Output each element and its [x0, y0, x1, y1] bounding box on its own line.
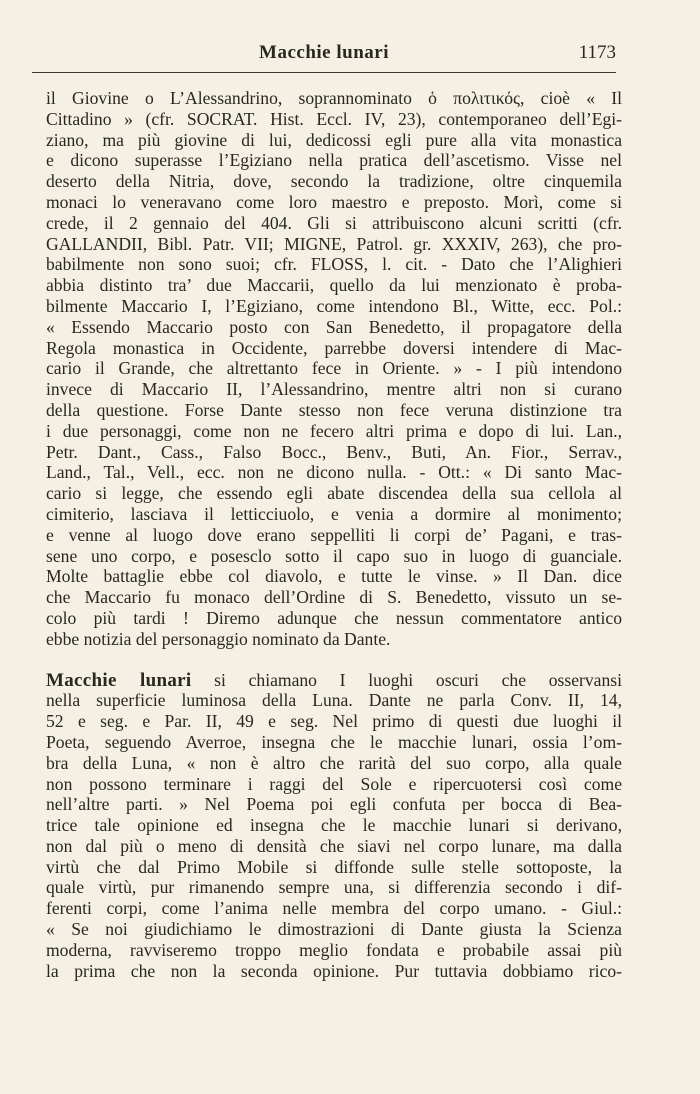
text-line: il Giovine o L’Alessandrino, soprannominato ὁ πολιτικός, cioè « Il — [46, 88, 622, 108]
text-line: sene uno corpo, e posesclo sotto il capo suo in luogo di guanciale. — [46, 545, 622, 566]
text-line: ferenti corpi, come l’anima nelle membra del corpo umano. - Giul.: — [46, 898, 622, 919]
text-line: bra della Luna, « non è altro che rarità del suo corpo, alla quale — [46, 752, 622, 773]
text-line: bilmente Maccario I, l’Egiziano, come intendono Bl., Witte, ecc. Pol.: — [46, 295, 622, 316]
text-line: abbia distinto tra’ due Maccarii, quello da lui menzionato è proba- — [46, 275, 622, 296]
text-line: cimiterio, lasciava il letticciuolo, e venia a dormire al monimento; — [46, 503, 622, 524]
text-line: Land., Tal., Vell., ecc. non ne dicono nulla. - Ott.: « Di santo Mac- — [46, 462, 622, 483]
text-line: non possono terminare i raggi del Sole e ripercuotersi così come — [46, 773, 622, 794]
entry-headword: Macchie lunari — [46, 669, 192, 691]
text-line: trice tale opinione ed insegna che le macchie lunari si derivano, — [46, 815, 622, 836]
text-line: « Essendo Maccario posto con San Benedetto, il propagatore della — [46, 316, 622, 337]
text-line: quale virtù, pur rimanendo sempre una, si differenzia secondo i dif- — [46, 877, 622, 898]
body-text — [46, 88, 622, 981]
running-header — [32, 38, 616, 68]
entry-first-line — [46, 670, 622, 691]
text-line: Poeta, seguendo Averroe, insegna che le macchie lunari, ossia l’om- — [46, 731, 622, 752]
text-line: nell’altre parti. » Nel Poema poi egli confuta per bocca di Bea- — [46, 794, 622, 815]
text-line: della questione. Forse Dante stesso non fece veruna distinzione tra — [46, 399, 622, 420]
text-line: i due personaggi, come non ne fecero altri prima e dopo di lui. Lan., — [46, 420, 622, 441]
text-line: 52 e seg. e Par. II, 49 e seg. Nel primo di questi due luoghi il — [46, 711, 622, 732]
text-line: Molte battaglie ebbe col diavolo, e tutte le vinse. » Il Dan. dice — [46, 566, 622, 587]
entry-macchie-lunari — [46, 670, 622, 982]
text-line: monaci lo veneravano come loro maestro e preposto. Morì, come si — [46, 191, 622, 212]
text-line: invece di Maccario II, l’Alessandrino, mentre altri non si curano — [46, 379, 622, 400]
text-line: ziano, ma più giovine di lui, dedicossi egli pure alla vita monastica — [46, 129, 622, 150]
text-line: crede, il 2 gennaio del 404. Gli si attribuiscono alcuni scritti (cfr. — [46, 212, 622, 233]
text-line: non dal più o meno di densità che siavi nel corpo lunare, ma dalla — [46, 835, 622, 856]
entry-first-line-text: si chiamano I luoghi oscuri che osservansi — [214, 669, 622, 690]
text-line: deserto della Nitria, dove, secondo la tradizione, oltre cinquemila — [46, 171, 622, 192]
paragraph-gap — [46, 650, 622, 670]
text-line: che Maccario fu monaco dell’Ordine di S. Benedetto, vissuto un se- — [46, 587, 622, 608]
paragraph-maccario — [46, 88, 622, 650]
text-line: moderna, ravviseremo troppo meglio fondata e probabile assai più — [46, 939, 622, 960]
text-line: colo più tardi ! Diremo adunque che nessun commentatore antico — [46, 607, 622, 628]
text-line: Regola monastica in Occidente, parrebbe doversi intendere di Mac- — [46, 337, 622, 358]
running-title: Macchie lunari — [259, 42, 389, 63]
text-line: Petr. Dant., Cass., Falso Bocc., Benv., Buti, An. Fior., Serrav., — [46, 441, 622, 462]
text-line: nella superficie luminosa della Luna. Dante ne parla Conv. II, 14, — [46, 690, 622, 711]
text-line: babilmente non sono suoi; cfr. FLOSS, l. cit. - Dato che l’Alighieri — [46, 254, 622, 275]
text-line: e dicono superasse l’Egiziano nella pratica dell’ascetismo. Visse nel — [46, 150, 622, 171]
text-line: cario si legge, che essendo egli abate discendea della sua cellola al — [46, 483, 622, 504]
text-line: ebbe notizia del personaggio nominato da Dante. — [46, 628, 391, 649]
text-line: virtù che dal Primo Mobile si diffonde sulle stelle sottoposte, la — [46, 856, 622, 877]
text-line: GALLANDII, Bibl. Patr. VII; MIGNE, Patrol. gr. XXXIV, 263), che pro- — [46, 233, 622, 254]
text-line: « Se noi giudichiamo le dimostrazioni di Dante giusta la Scienza — [46, 919, 622, 940]
text-line: Cittadino » (cfr. SOCRAT. Hist. Eccl. IV, 23), contemporaneo dell’Egi- — [46, 108, 622, 129]
text-line: la prima che non la seconda opinione. Pur tuttavia dobbiamo rico- — [46, 960, 622, 981]
text-line: cario il Grande, che altrettanto fece in Oriente. » - I più intendono — [46, 358, 622, 379]
text-line: e venne al luogo dove erano seppelliti li corpi de’ Pagani, e tras- — [46, 524, 622, 545]
header-rule — [32, 72, 616, 73]
page-number: 1173 — [578, 42, 616, 63]
